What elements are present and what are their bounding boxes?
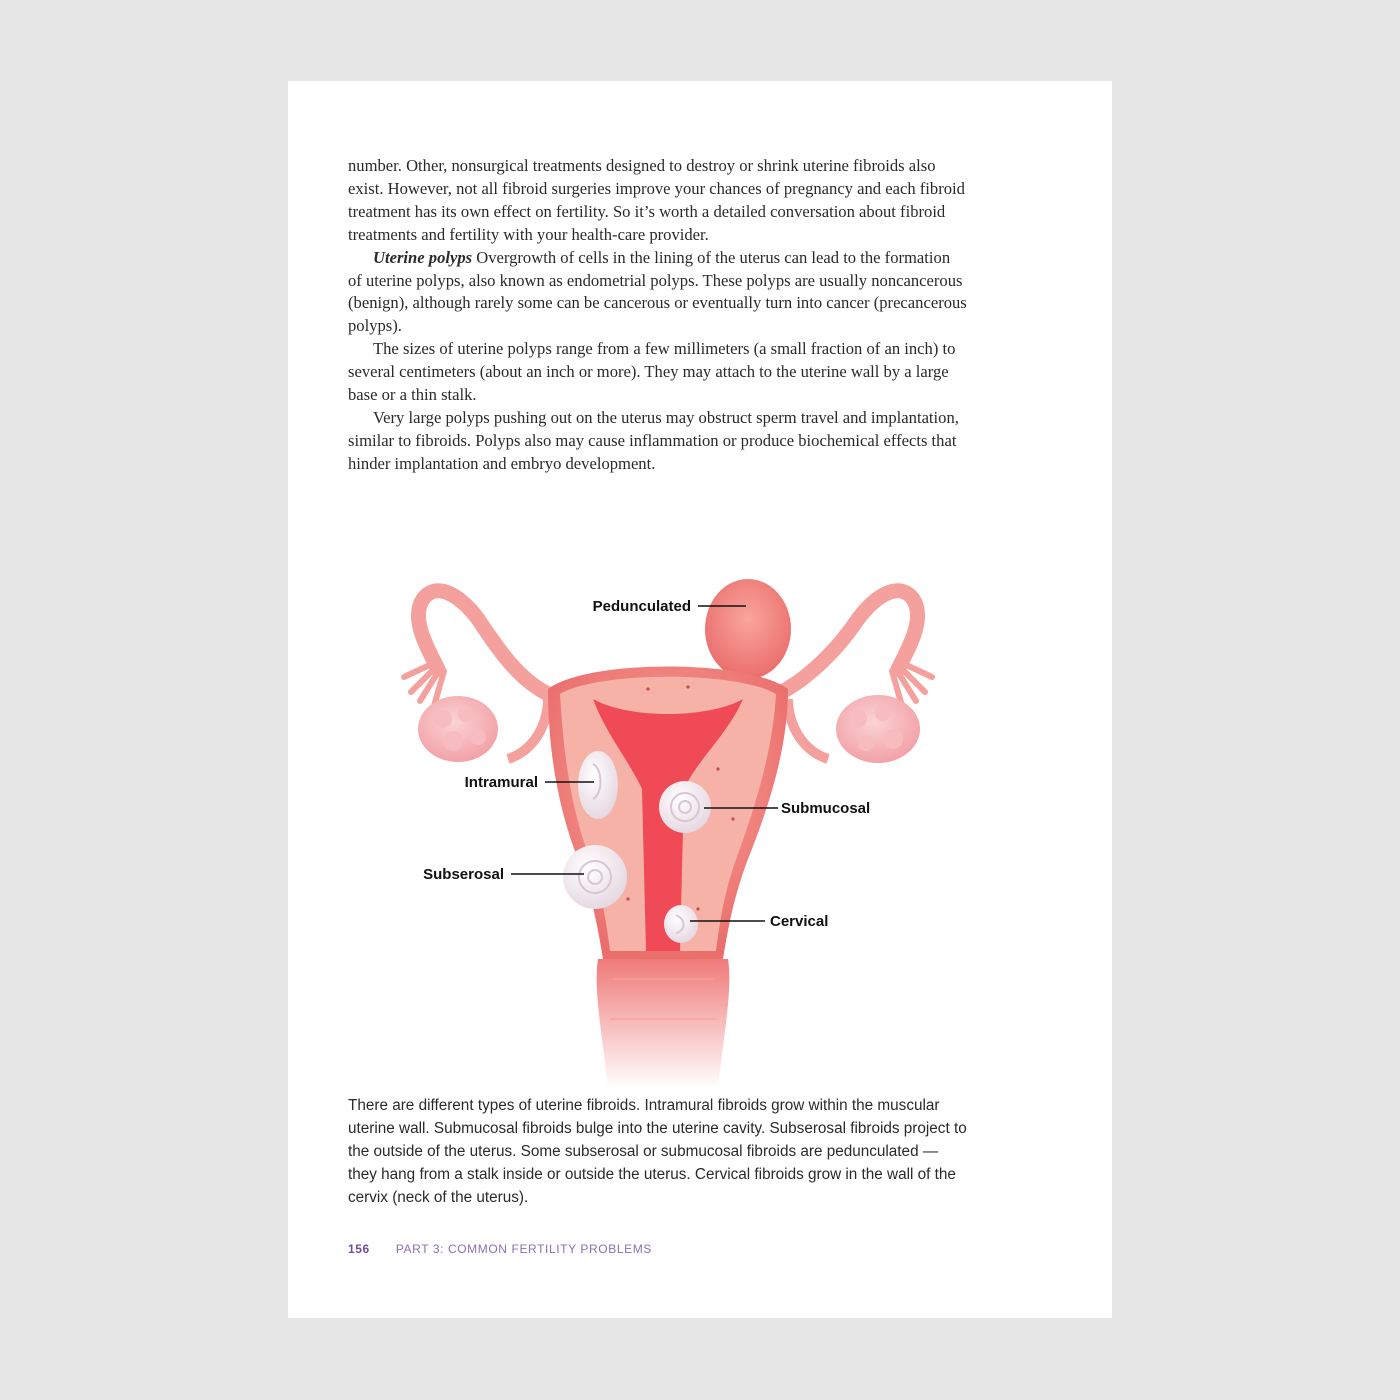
- caption-text: There are different types of uterine fibroids. Intramural fibroids grow within the muscular uterine wall. Submucosal fibroids bulge into the uterine cavity. Subserosal fibroids project to the outside of the uterus. Some subserosal or submucosal fibroids are pedunculated — they hang from a stalk inside or outside the uterus. Cervical fibroids grow in the wall of the cervix (neck of the uterus).: [348, 1097, 967, 1206]
- paragraph-2-text: Overgrowth of cells in the lining of the uterus can lead to the formation of uterine polyps, also known as endometrial polyps. These polyps are usually noncancerous (benign), although rarely some can be cancerous or eventually turn into cancer (precancerous polyps).: [348, 247, 967, 336]
- cervical-fibroid: [664, 905, 698, 943]
- paragraph-3: The sizes of uterine polyps range from a few millimeters (a small fraction of an inch) to several centimeters (about an inch or more). They may attach to the uterine wall by a large base or a thin stalk.: [348, 339, 956, 405]
- submucosal-fibroid: [659, 781, 711, 833]
- body-text: [348, 155, 968, 476]
- fallopian-tube-left: [404, 591, 548, 706]
- cervix-vagina: [597, 959, 730, 1089]
- figure-caption: [348, 1095, 968, 1210]
- paragraph-uterine-polyps: [348, 247, 968, 339]
- run-in-heading: Uterine polyps: [373, 247, 473, 267]
- page-footer: [348, 1242, 652, 1256]
- ovary-left: [418, 696, 548, 762]
- subserosal-fibroid: [563, 845, 627, 909]
- book-page: [288, 81, 1112, 1318]
- fallopian-tube-right: [778, 591, 932, 706]
- ovary-right: [788, 695, 920, 763]
- label-subserosal: Subserosal: [423, 866, 504, 883]
- intramural-fibroid: [578, 751, 618, 819]
- label-submucosal: Submucosal: [781, 800, 871, 817]
- label-cervical: Cervical: [770, 913, 829, 930]
- running-section-title: PART 3: COMMON FERTILITY PROBLEMS: [395, 1242, 652, 1256]
- paragraph-1: number. Other, nonsurgical treatments designed to destroy or shrink uterine fibroids also exist. However, not all fibroid surgeries improve your chances of pregnancy and each fibroid treatment has its own effect on fertility. So it’s worth a detailed conversation about fibroid treatments and fertility with your health-care provider.: [348, 156, 965, 244]
- label-pedunculated: Pedunculated: [592, 598, 691, 615]
- paragraph-4: Very large polyps pushing out on the uterus may obstruct sperm travel and implantation, similar to fibroids. Polyps also may cause inflammation or produce biochemical effects that hinder implantation and embryo development.: [348, 407, 959, 473]
- label-intramural: Intramural: [464, 774, 538, 791]
- uterine-fibroids-illustration: [388, 559, 948, 1089]
- page-number: 156: [348, 1242, 370, 1256]
